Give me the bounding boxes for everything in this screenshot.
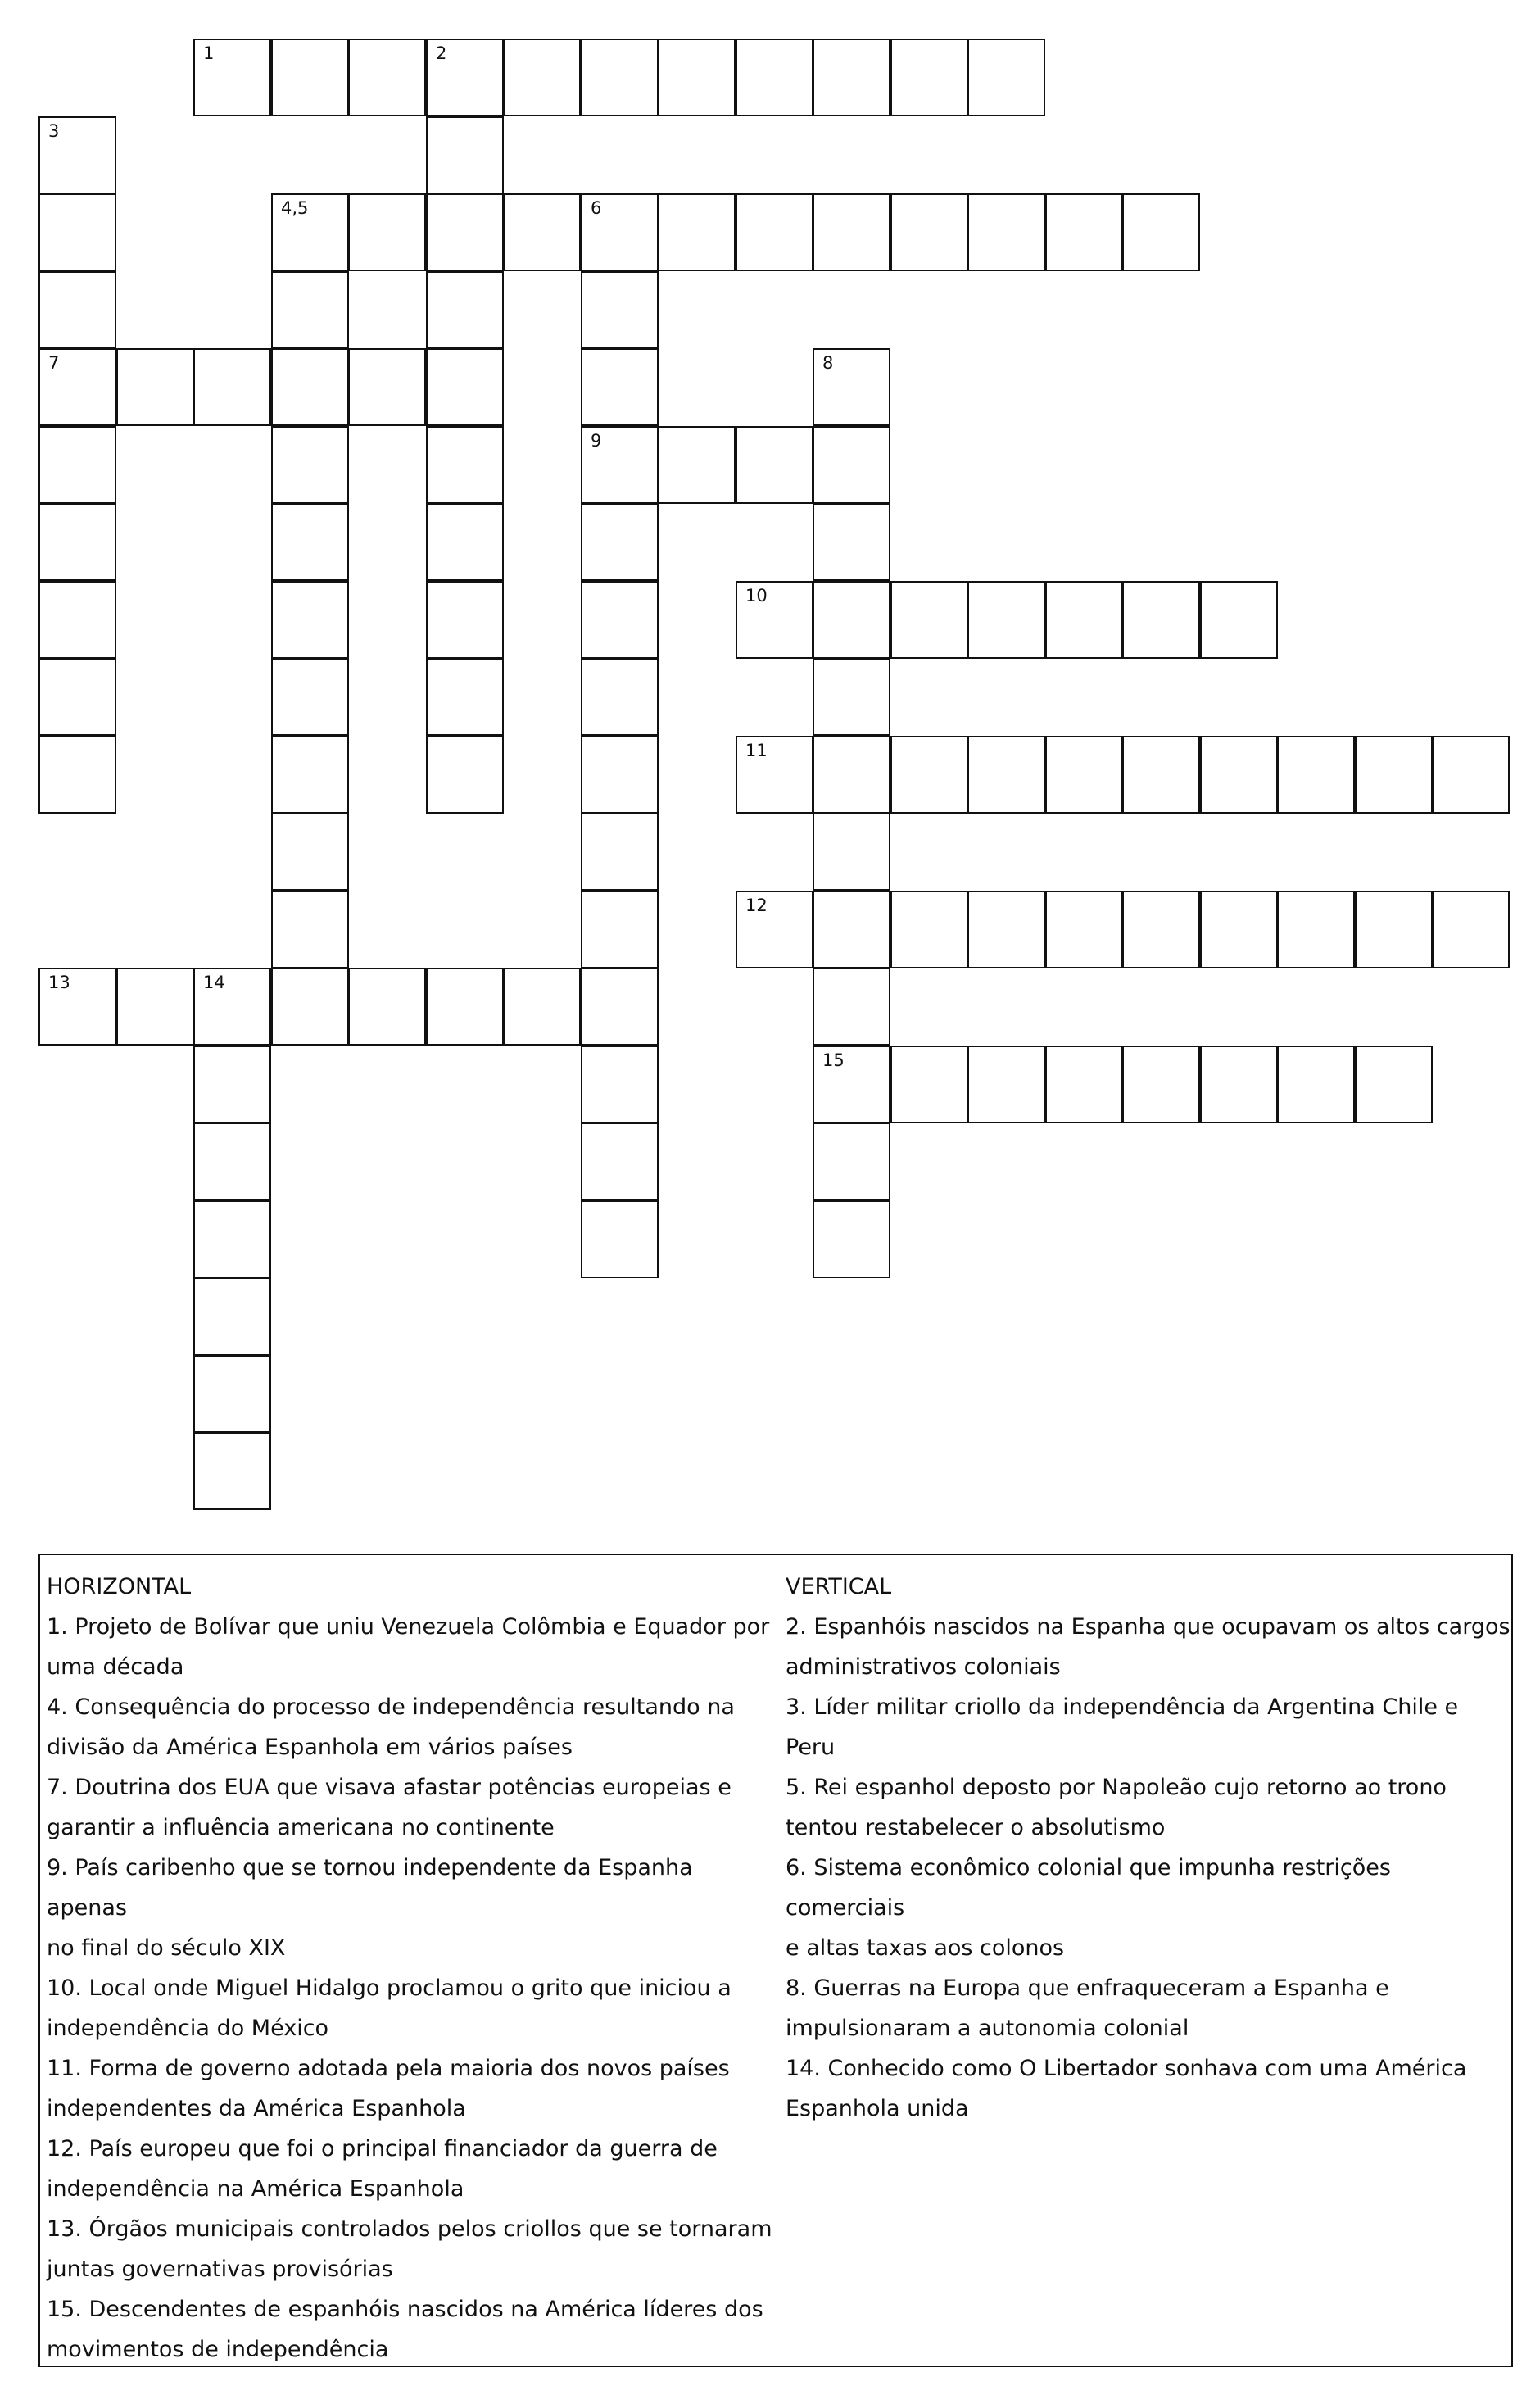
crossword-cell[interactable] [813,736,890,814]
crossword-cell[interactable] [426,193,504,271]
crossword-cell[interactable] [38,271,116,349]
clue-line: independência na América Espanhola [47,2176,464,2202]
crossword-cell[interactable] [1045,1046,1123,1123]
crossword-cell[interactable] [426,581,504,659]
crossword-cell[interactable] [193,1123,271,1200]
clue-line: 8. Guerras na Europa que enfraqueceram a Espanha e [786,1975,1389,2001]
crossword-cell[interactable] [813,348,890,426]
crossword-cell[interactable] [581,348,659,426]
clue-line: Espanhola unida [786,2096,969,2121]
crossword-cell[interactable] [193,39,271,116]
crossword-cell[interactable] [1122,891,1200,968]
crossword-cell[interactable] [1200,581,1278,659]
crossword-cell[interactable] [967,193,1045,271]
clue-number: 11 [745,741,768,760]
crossword-cell[interactable] [426,426,504,504]
crossword-cell[interactable] [1432,891,1510,968]
crossword-cell[interactable] [890,1046,968,1123]
crossword-cell[interactable] [1045,581,1123,659]
clue-number: 3 [48,121,60,141]
crossword-cell[interactable] [967,39,1045,116]
clue-number: 6 [591,198,602,218]
crossword-cell[interactable] [193,1277,271,1355]
crossword-cell[interactable] [1200,736,1278,814]
crossword-cell[interactable] [581,736,659,814]
crossword-cell[interactable] [736,426,813,504]
clue-line: divisão da América Espanhola em vários países [47,1735,573,1760]
crossword-cell[interactable] [348,968,426,1046]
clue-line: tentou restabelecer o absolutismo [786,1815,1166,1840]
clue-line: 2. Espanhóis nascidos na Espanha que ocupavam os altos cargos [786,1614,1511,1640]
crossword-cell[interactable] [967,891,1045,968]
clue-line: independentes da América Espanhola [47,2096,466,2121]
crossword-cell[interactable] [890,736,968,814]
crossword-cell[interactable] [581,968,659,1046]
crossword-cell[interactable] [426,39,504,116]
crossword-cell[interactable] [658,426,736,504]
crossword-cell[interactable] [193,968,271,1046]
crossword-cell[interactable] [1355,891,1433,968]
clue-line: Peru [786,1735,836,1760]
crossword-cell[interactable] [813,891,890,968]
crossword-cell[interactable] [1277,891,1355,968]
crossword-cell[interactable] [581,581,659,659]
crossword-cell[interactable] [1122,736,1200,814]
clue-number: 4,5 [281,198,309,218]
crossword-cell[interactable] [193,1046,271,1123]
crossword-cell[interactable] [503,39,581,116]
crossword-cell[interactable] [271,426,349,504]
horizontal-heading: HORIZONTAL [47,1574,192,1599]
crossword-cell[interactable] [658,193,736,271]
clue-number: 2 [436,43,447,63]
crossword-cell[interactable] [813,813,890,891]
clue-line: uma década [47,1654,184,1680]
crossword-cell[interactable] [193,1200,271,1278]
crossword-cell[interactable] [426,271,504,349]
crossword-cell[interactable] [813,658,890,736]
clue-number: 13 [48,973,70,992]
crossword-cell[interactable] [813,968,890,1046]
crossword-cell[interactable] [1045,891,1123,968]
crossword-cell[interactable] [38,348,116,426]
clue-number: 8 [822,353,834,373]
crossword-cell[interactable] [1355,1046,1433,1123]
crossword-cell[interactable] [503,193,581,271]
clue-line: 6. Sistema econômico colonial que impunha restrições comerciais [786,1855,1391,1921]
crossword-cell[interactable] [1122,581,1200,659]
horizontal-clues [47,1567,777,2370]
crossword-cell[interactable] [581,813,659,891]
crossword-cell[interactable] [271,271,349,349]
clue-line: movimentos de independência [47,2337,389,2362]
crossword-cell[interactable] [38,193,116,271]
crossword-cell[interactable] [271,736,349,814]
crossword-cell[interactable] [271,581,349,659]
crossword-cell[interactable] [1277,1046,1355,1123]
crossword-cell[interactable] [116,348,194,426]
crossword-cell[interactable] [271,891,349,968]
clue-number: 14 [203,973,225,992]
crossword-cell[interactable] [1432,736,1510,814]
crossword-cell[interactable] [813,1123,890,1200]
crossword-cell[interactable] [348,39,426,116]
crossword-cell[interactable] [271,813,349,891]
clue-line: 5. Rei espanhol deposto por Napoleão cujo retorno ao trono [786,1775,1447,1800]
crossword-cell[interactable] [890,581,968,659]
clue-line: administrativos coloniais [786,1654,1061,1680]
crossword-cell[interactable] [581,193,659,271]
crossword-cell[interactable] [967,581,1045,659]
crossword-cell[interactable] [38,968,116,1046]
crossword-cell[interactable] [1045,193,1123,271]
crossword-cell[interactable] [813,1200,890,1278]
crossword-cell[interactable] [1200,1046,1278,1123]
crossword-cell[interactable] [193,1355,271,1433]
clue-line: no final do século XIX [47,1935,286,1961]
crossword-cell[interactable] [581,1123,659,1200]
clue-line: independência do México [47,2016,329,2041]
crossword-cell[interactable] [271,658,349,736]
crossword-cell[interactable] [736,891,813,968]
crossword-cell[interactable] [581,39,659,116]
clue-line: 10. Local onde Miguel Hidalgo proclamou o grito que iniciou a [47,1975,732,2001]
crossword-cell[interactable] [736,193,813,271]
crossword-cell[interactable] [348,348,426,426]
crossword-cell[interactable] [38,426,116,504]
vertical-clues [786,1567,1511,2129]
crossword-cell[interactable] [271,193,349,271]
clue-line: 9. País caribenho que se tornou independente da Espanha apenas [47,1855,693,1921]
crossword-cell[interactable] [426,736,504,814]
crossword-cell[interactable] [581,1200,659,1278]
crossword-cell[interactable] [813,39,890,116]
crossword-cell[interactable] [271,348,349,426]
crossword-cell[interactable] [271,503,349,581]
crossword-cell[interactable] [581,1046,659,1123]
clue-number: 7 [48,353,60,373]
crossword-cell[interactable] [426,503,504,581]
crossword-cell[interactable] [813,581,890,659]
crossword-cell[interactable] [890,891,968,968]
clue-number: 15 [822,1050,845,1070]
clue-line: impulsionaram a autonomia colonial [786,2016,1189,2041]
vertical-heading: VERTICAL [786,1574,892,1599]
crossword-cell[interactable] [1200,891,1278,968]
clue-line: 1. Projeto de Bolívar que uniu Venezuela Colômbia e Equador por [47,1614,770,1640]
crossword-cell[interactable] [38,736,116,814]
crossword-cell[interactable] [890,193,968,271]
crossword-cell[interactable] [581,271,659,349]
clue-line: 12. País europeu que foi o principal financiador da guerra de [47,2136,718,2161]
clue-line: 4. Consequência do processo de independência resultando na [47,1694,735,1720]
crossword-cell[interactable] [426,348,504,426]
crossword-cell[interactable] [581,658,659,736]
crossword-cell[interactable] [271,39,349,116]
clue-number: 1 [203,43,215,63]
clue-line: 15. Descendentes de espanhóis nascidos na América líderes dos [47,2297,763,2322]
crossword-cell[interactable] [736,736,813,814]
crossword-cell[interactable] [348,193,426,271]
crossword-cell[interactable] [426,658,504,736]
clue-line: e altas taxas aos colonos [786,1935,1065,1961]
crossword-cell[interactable] [1355,736,1433,814]
crossword-cell[interactable] [271,968,349,1046]
clue-line: 14. Conhecido como O Libertador sonhava com uma América [786,2056,1467,2081]
crossword-cell[interactable] [813,1046,890,1123]
crossword-cell[interactable] [38,658,116,736]
crossword-cell[interactable] [426,116,504,194]
crossword-cell[interactable] [581,891,659,968]
clues-box [38,1554,1513,2367]
clue-number: 10 [745,586,768,606]
clue-line: 3. Líder militar criollo da independência da Argentina Chile e [786,1694,1459,1720]
crossword-cell[interactable] [736,39,813,116]
crossword-cell[interactable] [890,39,968,116]
clue-line: juntas governativas provisórias [47,2257,393,2282]
crossword-cell[interactable] [116,968,194,1046]
crossword-cell[interactable] [503,968,581,1046]
crossword-cell[interactable] [967,736,1045,814]
crossword-cell[interactable] [1122,193,1200,271]
crossword-cell[interactable] [426,968,504,1046]
clue-line: 7. Doutrina dos EUA que visava afastar potências europeias e [47,1775,732,1800]
clue-line: 13. Órgãos municipais controlados pelos criollos que se tornaram [47,2216,772,2242]
crossword-cell[interactable] [813,503,890,581]
crossword-cell[interactable] [658,39,736,116]
crossword-cell[interactable] [1277,736,1355,814]
crossword-cell[interactable] [736,581,813,659]
clue-line: garantir a influência americana no continente [47,1815,555,1840]
crossword-cell[interactable] [38,116,116,194]
clue-line: 11. Forma de governo adotada pela maioria dos novos países [47,2056,730,2081]
crossword-cell[interactable] [1122,1046,1200,1123]
clue-number: 12 [745,896,768,915]
crossword-cell[interactable] [1045,736,1123,814]
crossword-cell[interactable] [193,1432,271,1510]
crossword-cell[interactable] [38,503,116,581]
crossword-cell[interactable] [581,426,659,504]
crossword-cell[interactable] [967,1046,1045,1123]
crossword-cell[interactable] [581,503,659,581]
crossword-cell[interactable] [813,426,890,504]
crossword-cell[interactable] [193,348,271,426]
crossword-cell[interactable] [813,193,890,271]
crossword-cell[interactable] [38,581,116,659]
clue-number: 9 [591,431,602,451]
